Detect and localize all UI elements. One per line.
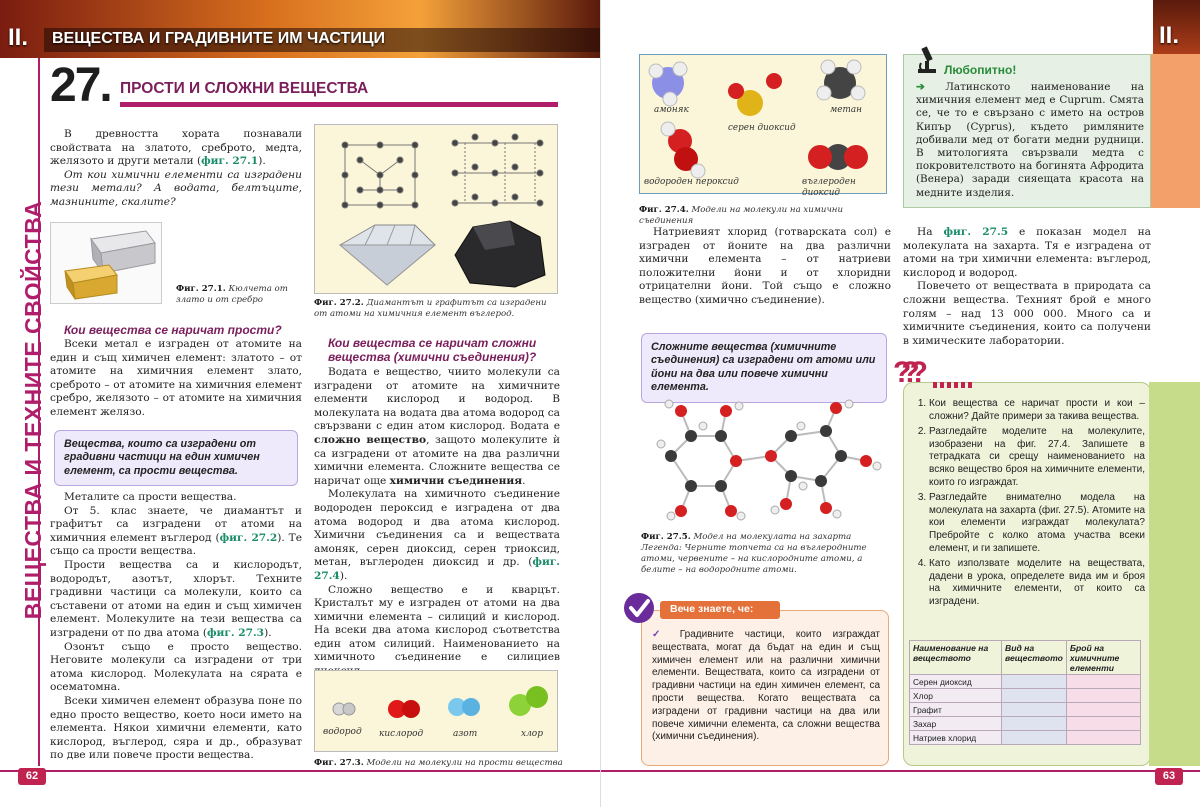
fig-27-2-image (314, 124, 558, 294)
fig4-label-methane: метан (830, 105, 862, 115)
chapter-title: ВЕЩЕСТВА И ГРАДИВНИТЕ ИМ ЧАСТИЦИ (52, 30, 386, 47)
already-know-title: Вече знаете, че: (670, 603, 754, 615)
sugar-text: На фиг. 27.5 е показан модел на молекулата на захарта. Тя е изградена от атоми на три химични елемента: въглерод, кислород и водород. Повечето от веществата в природата са сложни вещества. Техният брой е много голям – над 13 000 000. Много са и химичните съединения, които са получени в химическите лаборатории. (903, 226, 1151, 347)
questions-stripe (1149, 382, 1200, 766)
fig3-label-nitrogen: азот (453, 729, 478, 739)
fig-27-1-image (50, 222, 162, 304)
fig-27-3-caption: Фиг. 27.3. Модели на молекули на прости вещества (314, 758, 563, 768)
definition-complex: Сложните вещества (химичните съединения) са изградени от атоми или йони на два или повече химични елемента. (641, 333, 887, 403)
diamond-graphite-illustration (315, 125, 559, 295)
fig4-label-ammonia: амоняк (654, 105, 689, 115)
right-page (600, 0, 1200, 807)
table-header-type: Вид на веществото (1002, 641, 1067, 675)
fig-27-4-image (639, 54, 887, 198)
ref-fig-27-2[interactable]: фиг. 27.2 (219, 531, 278, 544)
fig4-label-hydrogen-peroxide: водороден пероксид (644, 177, 739, 187)
gold-silver-bars-illustration (51, 223, 163, 305)
title-rule (120, 102, 558, 107)
table-row: Хлор (910, 689, 1141, 703)
fig-27-3-image (314, 670, 558, 752)
questions-list (913, 398, 1145, 609)
lesson-number: 27. (50, 59, 111, 112)
intro-question: От кои химични елементи са изградени тези метали? А водата, белтъците, мазнините, скалите? (50, 168, 302, 208)
table-row: Захар (910, 717, 1141, 731)
simple-molecules-illustration (315, 679, 559, 729)
question-4: 4. Като използвате моделите на веществата, дадени в урока, определете вида им и броя на химичните елементи, от които са изградени. (929, 558, 1145, 608)
ref-fig-27-1[interactable]: фиг. 27.1 (201, 155, 259, 168)
question-1: 1. Кои вещества се наричат прости и кои – сложни? Дайте примери за такива вещества. (929, 398, 1145, 423)
sugar-molecule-illustration (641, 396, 891, 526)
fig3-label-chlorine: хлор (521, 729, 543, 739)
table-header-name: Наименование на веществото (910, 641, 1002, 675)
simple-text-1: Всеки метал е изграден от атомите на един и същ химичен елемент: златото – от атомите на химичния елемент злато, среброто – от атомите на химичния елемент сребро, желязото – от атомите на химичния елемент желязо. (50, 338, 302, 418)
ref-fig-27-3[interactable]: фиг. 27.3 (206, 626, 265, 639)
already-know-box (641, 603, 889, 766)
side-title: ВЕЩЕСТВА И ТЕХНИТЕ СВОЙСТВА (20, 200, 46, 620)
ref-fig-27-4[interactable]: фиг. 27.4 (314, 556, 560, 582)
curious-text: ➔ Латинското наименование на химичния елемент мед е Cuprum. Смята се, че то е свързано с името на остров Кипър (Cyprus), където римляните добивали мед от богати медни рудници. В митологията свързвали медта с покровителството на богинята Афродита (Венера) заради сияещата красота на медните изделия. (916, 81, 1144, 199)
fig3-label-hydrogen: водород (323, 727, 362, 737)
heading-simple-substances: Кои вещества се наричат прости? (64, 323, 282, 337)
fig-27-4-caption: Фиг. 27.4. Модели на молекули на химични съединения (639, 205, 844, 226)
question-2: 2. Разгледайте моделите на молекулите, изобразени на фиг. 27.4. Запишете в тетрадката си срещу наименованието на всяко вещество броя на химичните елементи, които го изграждат. (929, 426, 1145, 489)
definition-simple: Вещества, които са изградени от градивни частици на един химичен елемент, са прости вещества. (54, 430, 298, 486)
question-3: 3. Разгледайте внимателно модела на молекулата на захарта (фиг. 27.5). Атомите на кои елементи изграждат молекулата? Пребройте с колко атома участва всеки елемент, и ги запишете. (929, 492, 1145, 555)
footer-rule-right (601, 770, 1200, 772)
simple-text-2: Металите са прости вещества. От 5. клас знаете, че диамантът и графитът са изградени от атоми на химичния елемент въглерод (фиг. 27.2). Те също са прости вещества. Прости вещества са и кислородът, водородът, азотът, хлорът. Техните градивни частици са молекули, които са съставени от атоми на един и същ химичен елемент. Молекулите на тези вещества са изградени от по два атома (фиг. 27.3). Озонът също е просто вещество. Неговите молекули са изградени от три атома кислород. Молекулата на сярата е осематомна. Всеки химичен елемент образува поне по едно просто вещество, което носи името на елемента. Някои химични елементи, като кислород, въглерод, сяра и др., образуват по две или повече прости вещества. (50, 491, 302, 762)
table-row: Графит (910, 703, 1141, 717)
page-number-right: 63 (1155, 768, 1183, 785)
curious-title: Любопитно! (944, 63, 1017, 77)
fig4-label-sulfur-dioxide: серен диоксид (728, 123, 796, 133)
section-number-right: II. (1159, 22, 1180, 49)
fig3-label-oxygen: кислород (379, 729, 424, 739)
curious-box (903, 54, 1151, 208)
page-number-left: 62 (18, 768, 46, 785)
section-number: II. (8, 24, 29, 51)
table-row: Натриев хлорид (910, 731, 1141, 745)
already-know-text: ✓ Градивните частици, които изграждат веществата, могат да бъдат на един и същ химичен елемент или на различни химични елементи. Веществата, които са изградени от градивни частици на един химичен елемент, са прости вещества. Когато веществата са изградени от градивни частици на два или повече химични елемента, са сложни вещества (химични съединения). (652, 629, 880, 743)
microscope-icon (914, 45, 940, 75)
fig-27-1-caption: Фиг. 27.1. Кюлчета от злато и от сребро (176, 284, 288, 305)
fig-27-5-legend: Легенда: Черните топчета са на въглеродните атоми, червените – на кислородните атоми, а белите – на водородните атоми. (641, 543, 867, 575)
fig4-label-carbon-dioxide: въглероден диоксид (802, 177, 856, 198)
fig-27-5-image (641, 396, 891, 526)
footer-rule-left (0, 770, 600, 772)
intro-text: В древността хората познавали свойствата на златото, среброто, медта, желязото и други метали (фиг. 27.1). От кои химични елементи са изградени тези метали? А водата, белтъците, мазнините, скалите? (50, 128, 302, 208)
table-header-count: Брой на химичните елементи (1066, 641, 1140, 675)
lesson-title: ПРОСТИ И СЛОЖНИ ВЕЩЕСТВА (120, 80, 369, 97)
nacl-text: Натриевият хлорид (готварската сол) е изграден от йоните на два различни химични елемента – от натриеви положителни йони и от хлоридни отрицателни йони. Той също е сложно вещество (химично съединение). (639, 226, 891, 306)
fig-27-2-caption: Фиг. 27.2. Диамантът и графитът са изградени от атоми на химичния елемент въглерод. (314, 298, 547, 319)
complex-text: Водата е вещество, чиито молекули са изградени от атомите на химичните елементи кислород и водород. В молекулата на водата два атома водород са свързвани с един атом кислород. Водата е сложно вещество, защото молекулите ѝ са изградени от атомите на два различни химични елемента. Сложните вещества се наричат още химични съединения. Молекулата на химичното съединение водороден пероксид е изградена от два атома водород и два атома кислород. Химични съединения са и веществата амоняк, серен диоксид, серен триоксид, метан, въглероден диоксид и др. (фиг. 27.4). Сложно вещество е и кварцът. Кристалът му е изграден от атоми на два химични елемента – силиций и кислород. На всеки два атома кислород съответства един атом силиций. Наименованието на химичното съединение е силициев (314, 366, 561, 664)
questions-dots (933, 382, 973, 388)
heading-complex-substances: Кои вещества се наричат сложни вещества (химични съединения)? (328, 336, 537, 364)
question-marks-icon: ??? (893, 356, 918, 389)
fig-27-5-caption: Фиг. 27.5. Модел на молекулата на захарта Легенда: Черните топчета са на въглеродните атоми, червените – на кислородните атоми, а белите – на водородните атоми. (641, 532, 867, 575)
checkmark-badge-icon (623, 592, 655, 624)
table-row: Серен диоксид (910, 675, 1141, 689)
curious-side-bar (1151, 54, 1200, 208)
substances-table (909, 640, 1141, 745)
ref-fig-27-5[interactable]: фиг. 27.5 (943, 226, 1009, 238)
